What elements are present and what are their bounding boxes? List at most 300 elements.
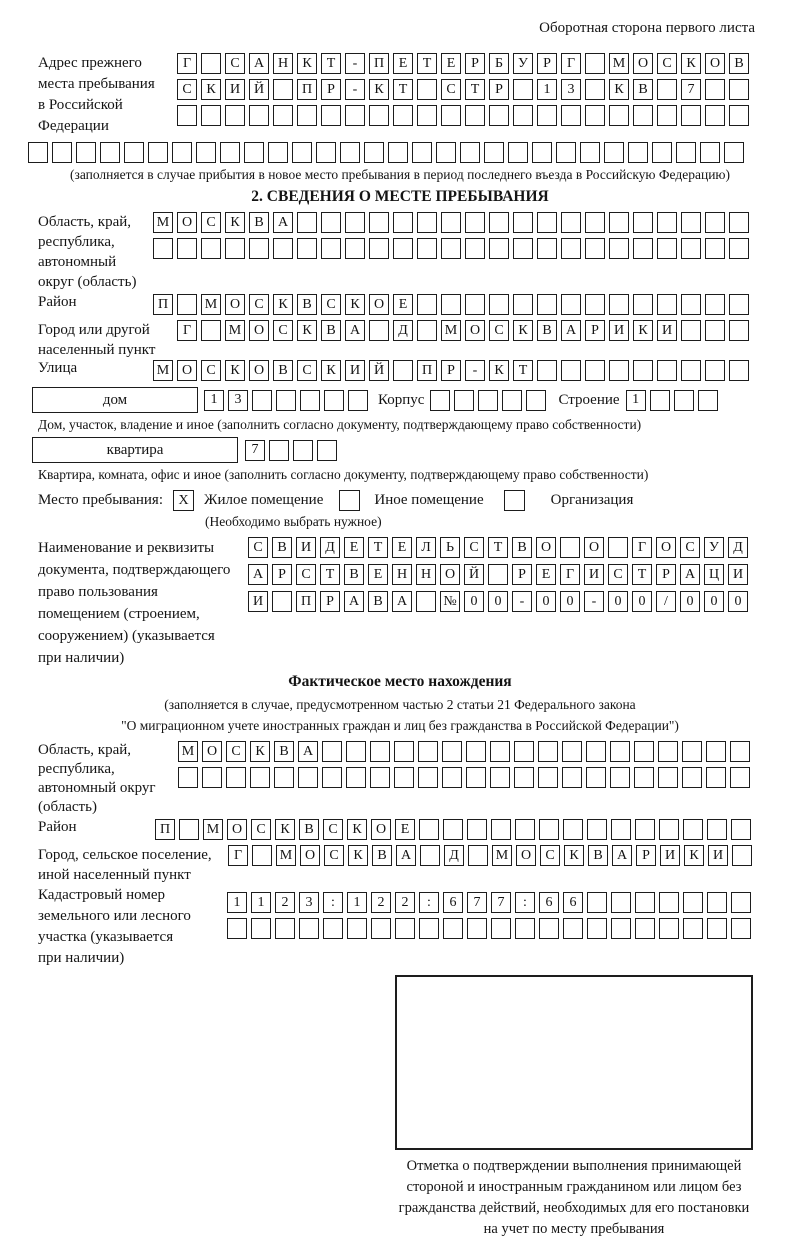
- char-cell[interactable]: [478, 390, 498, 411]
- char-cell[interactable]: [729, 212, 749, 233]
- char-cell[interactable]: [706, 767, 726, 788]
- char-cell[interactable]: [465, 212, 485, 233]
- char-cell[interactable]: К: [273, 294, 293, 315]
- char-cell[interactable]: М: [492, 845, 512, 866]
- char-cell[interactable]: [681, 238, 701, 259]
- char-cell[interactable]: И: [296, 537, 316, 558]
- char-cell[interactable]: [443, 918, 463, 939]
- char-cell[interactable]: -: [345, 79, 365, 100]
- char-cell[interactable]: [269, 440, 289, 461]
- char-cell[interactable]: [705, 212, 725, 233]
- char-cell[interactable]: [537, 294, 557, 315]
- char-cell[interactable]: [417, 79, 437, 100]
- char-cell[interactable]: [513, 79, 533, 100]
- char-cell[interactable]: Й: [249, 79, 269, 100]
- char-cell[interactable]: [345, 105, 365, 126]
- char-cell[interactable]: [249, 238, 269, 259]
- char-cell[interactable]: [441, 238, 461, 259]
- char-cell[interactable]: [490, 767, 510, 788]
- char-cell[interactable]: [465, 238, 485, 259]
- char-cell[interactable]: [148, 142, 168, 163]
- char-cell[interactable]: [393, 360, 413, 381]
- char-cell[interactable]: Р: [585, 320, 605, 341]
- char-cell[interactable]: [729, 238, 749, 259]
- char-cell[interactable]: Р: [320, 591, 340, 612]
- char-cell[interactable]: 1: [251, 892, 271, 913]
- char-cell[interactable]: [513, 238, 533, 259]
- char-cell[interactable]: [76, 142, 96, 163]
- char-cell[interactable]: [658, 741, 678, 762]
- char-cell[interactable]: [513, 294, 533, 315]
- char-cell[interactable]: [633, 105, 653, 126]
- char-cell[interactable]: [514, 741, 534, 762]
- char-cell[interactable]: К: [348, 845, 368, 866]
- char-cell[interactable]: [537, 212, 557, 233]
- char-cell[interactable]: 7: [467, 892, 487, 913]
- char-cell[interactable]: 6: [539, 892, 559, 913]
- char-cell[interactable]: В: [273, 360, 293, 381]
- char-cell[interactable]: О: [465, 320, 485, 341]
- char-cell[interactable]: С: [177, 79, 197, 100]
- char-cell[interactable]: [466, 741, 486, 762]
- char-cell[interactable]: [292, 142, 312, 163]
- char-cell[interactable]: О: [225, 294, 245, 315]
- char-cell[interactable]: Д: [444, 845, 464, 866]
- char-cell[interactable]: [250, 767, 270, 788]
- char-cell[interactable]: Т: [513, 360, 533, 381]
- char-cell[interactable]: [273, 238, 293, 259]
- char-cell[interactable]: Е: [344, 537, 364, 558]
- char-cell[interactable]: О: [705, 53, 725, 74]
- char-cell[interactable]: [561, 238, 581, 259]
- char-cell[interactable]: Н: [273, 53, 293, 74]
- char-cell[interactable]: И: [345, 360, 365, 381]
- char-cell[interactable]: [268, 142, 288, 163]
- char-cell[interactable]: 0: [536, 591, 556, 612]
- char-cell[interactable]: Е: [393, 53, 413, 74]
- char-cell[interactable]: К: [275, 819, 295, 840]
- char-cell[interactable]: [508, 142, 528, 163]
- char-cell[interactable]: [611, 918, 631, 939]
- char-cell[interactable]: [177, 105, 197, 126]
- char-cell[interactable]: :: [419, 892, 439, 913]
- char-cell[interactable]: К: [513, 320, 533, 341]
- char-cell[interactable]: [676, 142, 696, 163]
- char-cell[interactable]: [441, 105, 461, 126]
- char-cell[interactable]: Р: [656, 564, 676, 585]
- char-cell[interactable]: 3: [561, 79, 581, 100]
- char-cell[interactable]: [322, 741, 342, 762]
- char-cell[interactable]: [683, 819, 703, 840]
- char-cell[interactable]: О: [249, 320, 269, 341]
- char-cell[interactable]: Т: [488, 537, 508, 558]
- char-cell[interactable]: [585, 294, 605, 315]
- char-cell[interactable]: [369, 320, 389, 341]
- char-cell[interactable]: Р: [465, 53, 485, 74]
- char-cell[interactable]: [348, 390, 368, 411]
- char-cell[interactable]: В: [274, 741, 294, 762]
- char-cell[interactable]: Д: [393, 320, 413, 341]
- char-cell[interactable]: [633, 360, 653, 381]
- char-cell[interactable]: [585, 360, 605, 381]
- char-cell[interactable]: Т: [321, 53, 341, 74]
- char-cell[interactable]: [443, 819, 463, 840]
- char-cell[interactable]: [580, 142, 600, 163]
- char-cell[interactable]: О: [300, 845, 320, 866]
- char-cell[interactable]: [369, 105, 389, 126]
- char-cell[interactable]: Р: [512, 564, 532, 585]
- char-cell[interactable]: [585, 79, 605, 100]
- char-cell[interactable]: [465, 105, 485, 126]
- char-cell[interactable]: [609, 238, 629, 259]
- char-cell[interactable]: Р: [321, 79, 341, 100]
- char-cell[interactable]: [633, 238, 653, 259]
- char-cell[interactable]: [388, 142, 408, 163]
- char-cell[interactable]: [369, 212, 389, 233]
- char-cell[interactable]: [705, 360, 725, 381]
- house-box[interactable]: дом: [32, 387, 198, 413]
- char-cell[interactable]: [730, 741, 750, 762]
- char-cell[interactable]: Е: [368, 564, 388, 585]
- char-cell[interactable]: [489, 294, 509, 315]
- char-cell[interactable]: [321, 105, 341, 126]
- char-cell[interactable]: [220, 142, 240, 163]
- char-cell[interactable]: [489, 105, 509, 126]
- char-cell[interactable]: [561, 212, 581, 233]
- char-cell[interactable]: 1: [204, 390, 224, 411]
- char-cell[interactable]: 0: [704, 591, 724, 612]
- char-cell[interactable]: С: [540, 845, 560, 866]
- char-cell[interactable]: [514, 767, 534, 788]
- char-cell[interactable]: [489, 238, 509, 259]
- char-cell[interactable]: [417, 212, 437, 233]
- char-cell[interactable]: У: [704, 537, 724, 558]
- char-cell[interactable]: [202, 767, 222, 788]
- char-cell[interactable]: [321, 212, 341, 233]
- char-cell[interactable]: Ь: [440, 537, 460, 558]
- char-cell[interactable]: [537, 360, 557, 381]
- char-cell[interactable]: [465, 294, 485, 315]
- char-cell[interactable]: [628, 142, 648, 163]
- char-cell[interactable]: [731, 892, 751, 913]
- char-cell[interactable]: [698, 390, 718, 411]
- char-cell[interactable]: С: [657, 53, 677, 74]
- char-cell[interactable]: В: [588, 845, 608, 866]
- char-cell[interactable]: В: [321, 320, 341, 341]
- char-cell[interactable]: К: [681, 53, 701, 74]
- char-cell[interactable]: [316, 142, 336, 163]
- char-cell[interactable]: [635, 892, 655, 913]
- char-cell[interactable]: [252, 845, 272, 866]
- char-cell[interactable]: М: [441, 320, 461, 341]
- char-cell[interactable]: -: [345, 53, 365, 74]
- char-cell[interactable]: [610, 767, 630, 788]
- char-cell[interactable]: [460, 142, 480, 163]
- char-cell[interactable]: О: [249, 360, 269, 381]
- char-cell[interactable]: [177, 294, 197, 315]
- char-cell[interactable]: [249, 105, 269, 126]
- char-cell[interactable]: 0: [608, 591, 628, 612]
- char-cell[interactable]: Т: [632, 564, 652, 585]
- char-cell[interactable]: [467, 918, 487, 939]
- char-cell[interactable]: М: [203, 819, 223, 840]
- char-cell[interactable]: [657, 79, 677, 100]
- char-cell[interactable]: П: [417, 360, 437, 381]
- char-cell[interactable]: [586, 767, 606, 788]
- char-cell[interactable]: -: [465, 360, 485, 381]
- char-cell[interactable]: [585, 105, 605, 126]
- char-cell[interactable]: 0: [464, 591, 484, 612]
- char-cell[interactable]: О: [584, 537, 604, 558]
- char-cell[interactable]: А: [249, 53, 269, 74]
- char-cell[interactable]: [393, 105, 413, 126]
- char-cell[interactable]: №: [440, 591, 460, 612]
- char-cell[interactable]: И: [609, 320, 629, 341]
- char-cell[interactable]: /: [656, 591, 676, 612]
- char-cell[interactable]: [468, 845, 488, 866]
- char-cell[interactable]: [340, 142, 360, 163]
- char-cell[interactable]: [201, 105, 221, 126]
- char-cell[interactable]: [300, 390, 320, 411]
- char-cell[interactable]: [732, 845, 752, 866]
- char-cell[interactable]: [561, 294, 581, 315]
- char-cell[interactable]: [369, 238, 389, 259]
- char-cell[interactable]: [395, 918, 415, 939]
- char-cell[interactable]: [724, 142, 744, 163]
- char-cell[interactable]: [634, 741, 654, 762]
- char-cell[interactable]: [609, 360, 629, 381]
- char-cell[interactable]: И: [660, 845, 680, 866]
- char-cell[interactable]: [201, 53, 221, 74]
- char-cell[interactable]: Б: [489, 53, 509, 74]
- char-cell[interactable]: [484, 142, 504, 163]
- char-cell[interactable]: С: [464, 537, 484, 558]
- char-cell[interactable]: Р: [272, 564, 292, 585]
- char-cell[interactable]: [563, 918, 583, 939]
- char-cell[interactable]: [417, 105, 437, 126]
- char-cell[interactable]: [201, 320, 221, 341]
- char-cell[interactable]: С: [249, 294, 269, 315]
- char-cell[interactable]: [705, 294, 725, 315]
- char-cell[interactable]: С: [273, 320, 293, 341]
- char-cell[interactable]: [420, 845, 440, 866]
- char-cell[interactable]: [729, 79, 749, 100]
- char-cell[interactable]: [417, 238, 437, 259]
- char-cell[interactable]: О: [177, 212, 197, 233]
- char-cell[interactable]: [706, 741, 726, 762]
- char-cell[interactable]: Р: [636, 845, 656, 866]
- char-cell[interactable]: [345, 212, 365, 233]
- char-cell[interactable]: В: [272, 537, 292, 558]
- char-cell[interactable]: 7: [245, 440, 265, 461]
- char-cell[interactable]: [442, 767, 462, 788]
- char-cell[interactable]: К: [297, 53, 317, 74]
- char-cell[interactable]: К: [633, 320, 653, 341]
- char-cell[interactable]: [299, 918, 319, 939]
- char-cell[interactable]: [100, 142, 120, 163]
- char-cell[interactable]: [418, 767, 438, 788]
- char-cell[interactable]: [608, 537, 628, 558]
- char-cell[interactable]: Д: [728, 537, 748, 558]
- char-cell[interactable]: [324, 390, 344, 411]
- char-cell[interactable]: [273, 79, 293, 100]
- stay-option-other-checkbox[interactable]: [339, 490, 360, 511]
- char-cell[interactable]: Г: [177, 320, 197, 341]
- char-cell[interactable]: [466, 767, 486, 788]
- char-cell[interactable]: [28, 142, 48, 163]
- char-cell[interactable]: [442, 741, 462, 762]
- char-cell[interactable]: [556, 142, 576, 163]
- char-cell[interactable]: В: [633, 79, 653, 100]
- char-cell[interactable]: [609, 212, 629, 233]
- char-cell[interactable]: [370, 741, 390, 762]
- char-cell[interactable]: [658, 767, 678, 788]
- char-cell[interactable]: [430, 390, 450, 411]
- char-cell[interactable]: [585, 238, 605, 259]
- char-cell[interactable]: [322, 767, 342, 788]
- char-cell[interactable]: [371, 918, 391, 939]
- char-cell[interactable]: [585, 53, 605, 74]
- char-cell[interactable]: К: [225, 360, 245, 381]
- char-cell[interactable]: -: [512, 591, 532, 612]
- char-cell[interactable]: А: [612, 845, 632, 866]
- char-cell[interactable]: О: [371, 819, 391, 840]
- char-cell[interactable]: К: [347, 819, 367, 840]
- char-cell[interactable]: 1: [347, 892, 367, 913]
- char-cell[interactable]: В: [512, 537, 532, 558]
- char-cell[interactable]: Е: [395, 819, 415, 840]
- char-cell[interactable]: И: [248, 591, 268, 612]
- char-cell[interactable]: [587, 918, 607, 939]
- char-cell[interactable]: [539, 819, 559, 840]
- char-cell[interactable]: П: [296, 591, 316, 612]
- char-cell[interactable]: Р: [537, 53, 557, 74]
- char-cell[interactable]: О: [177, 360, 197, 381]
- char-cell[interactable]: Т: [368, 537, 388, 558]
- char-cell[interactable]: [441, 294, 461, 315]
- char-cell[interactable]: [585, 212, 605, 233]
- char-cell[interactable]: [416, 591, 436, 612]
- char-cell[interactable]: [364, 142, 384, 163]
- char-cell[interactable]: С: [680, 537, 700, 558]
- char-cell[interactable]: М: [225, 320, 245, 341]
- char-cell[interactable]: [731, 918, 751, 939]
- char-cell[interactable]: В: [344, 564, 364, 585]
- stay-option-residential-checkbox[interactable]: X: [173, 490, 194, 511]
- char-cell[interactable]: :: [515, 892, 535, 913]
- char-cell[interactable]: С: [489, 320, 509, 341]
- char-cell[interactable]: [657, 105, 677, 126]
- char-cell[interactable]: [298, 767, 318, 788]
- char-cell[interactable]: [244, 142, 264, 163]
- char-cell[interactable]: [370, 767, 390, 788]
- char-cell[interactable]: [657, 294, 677, 315]
- char-cell[interactable]: В: [249, 212, 269, 233]
- char-cell[interactable]: [418, 741, 438, 762]
- char-cell[interactable]: [491, 918, 511, 939]
- char-cell[interactable]: 2: [275, 892, 295, 913]
- char-cell[interactable]: [705, 105, 725, 126]
- char-cell[interactable]: 3: [228, 390, 248, 411]
- char-cell[interactable]: В: [297, 294, 317, 315]
- char-cell[interactable]: К: [250, 741, 270, 762]
- char-cell[interactable]: [539, 918, 559, 939]
- char-cell[interactable]: Г: [561, 53, 581, 74]
- char-cell[interactable]: Й: [369, 360, 389, 381]
- char-cell[interactable]: [225, 105, 245, 126]
- char-cell[interactable]: С: [201, 360, 221, 381]
- char-cell[interactable]: [705, 79, 725, 100]
- char-cell[interactable]: И: [728, 564, 748, 585]
- char-cell[interactable]: [272, 591, 292, 612]
- char-cell[interactable]: А: [298, 741, 318, 762]
- char-cell[interactable]: П: [369, 53, 389, 74]
- char-cell[interactable]: А: [248, 564, 268, 585]
- char-cell[interactable]: М: [153, 360, 173, 381]
- char-cell[interactable]: О: [202, 741, 222, 762]
- char-cell[interactable]: П: [155, 819, 175, 840]
- char-cell[interactable]: [537, 238, 557, 259]
- char-cell[interactable]: О: [440, 564, 460, 585]
- char-cell[interactable]: У: [513, 53, 533, 74]
- char-cell[interactable]: А: [344, 591, 364, 612]
- char-cell[interactable]: [419, 918, 439, 939]
- char-cell[interactable]: [321, 238, 341, 259]
- char-cell[interactable]: [729, 320, 749, 341]
- char-cell[interactable]: [707, 892, 727, 913]
- char-cell[interactable]: [441, 212, 461, 233]
- char-cell[interactable]: Н: [392, 564, 412, 585]
- char-cell[interactable]: В: [368, 591, 388, 612]
- char-cell[interactable]: 3: [299, 892, 319, 913]
- char-cell[interactable]: [297, 238, 317, 259]
- char-cell[interactable]: К: [609, 79, 629, 100]
- char-cell[interactable]: А: [392, 591, 412, 612]
- char-cell[interactable]: [489, 212, 509, 233]
- char-cell[interactable]: [659, 819, 679, 840]
- char-cell[interactable]: Г: [632, 537, 652, 558]
- char-cell[interactable]: И: [584, 564, 604, 585]
- char-cell[interactable]: [394, 741, 414, 762]
- char-cell[interactable]: А: [561, 320, 581, 341]
- char-cell[interactable]: [526, 390, 546, 411]
- char-cell[interactable]: В: [372, 845, 392, 866]
- char-cell[interactable]: [611, 819, 631, 840]
- char-cell[interactable]: [491, 819, 511, 840]
- char-cell[interactable]: [561, 360, 581, 381]
- char-cell[interactable]: И: [708, 845, 728, 866]
- char-cell[interactable]: 0: [680, 591, 700, 612]
- char-cell[interactable]: [563, 819, 583, 840]
- char-cell[interactable]: Е: [392, 537, 412, 558]
- char-cell[interactable]: С: [323, 819, 343, 840]
- char-cell[interactable]: [515, 819, 535, 840]
- char-cell[interactable]: Г: [228, 845, 248, 866]
- char-cell[interactable]: [611, 892, 631, 913]
- char-cell[interactable]: Е: [393, 294, 413, 315]
- char-cell[interactable]: [635, 918, 655, 939]
- char-cell[interactable]: [274, 767, 294, 788]
- char-cell[interactable]: [707, 819, 727, 840]
- char-cell[interactable]: К: [564, 845, 584, 866]
- char-cell[interactable]: [729, 105, 749, 126]
- char-cell[interactable]: К: [321, 360, 341, 381]
- char-cell[interactable]: [652, 142, 672, 163]
- char-cell[interactable]: В: [537, 320, 557, 341]
- char-cell[interactable]: М: [609, 53, 629, 74]
- char-cell[interactable]: Р: [489, 79, 509, 100]
- char-cell[interactable]: О: [536, 537, 556, 558]
